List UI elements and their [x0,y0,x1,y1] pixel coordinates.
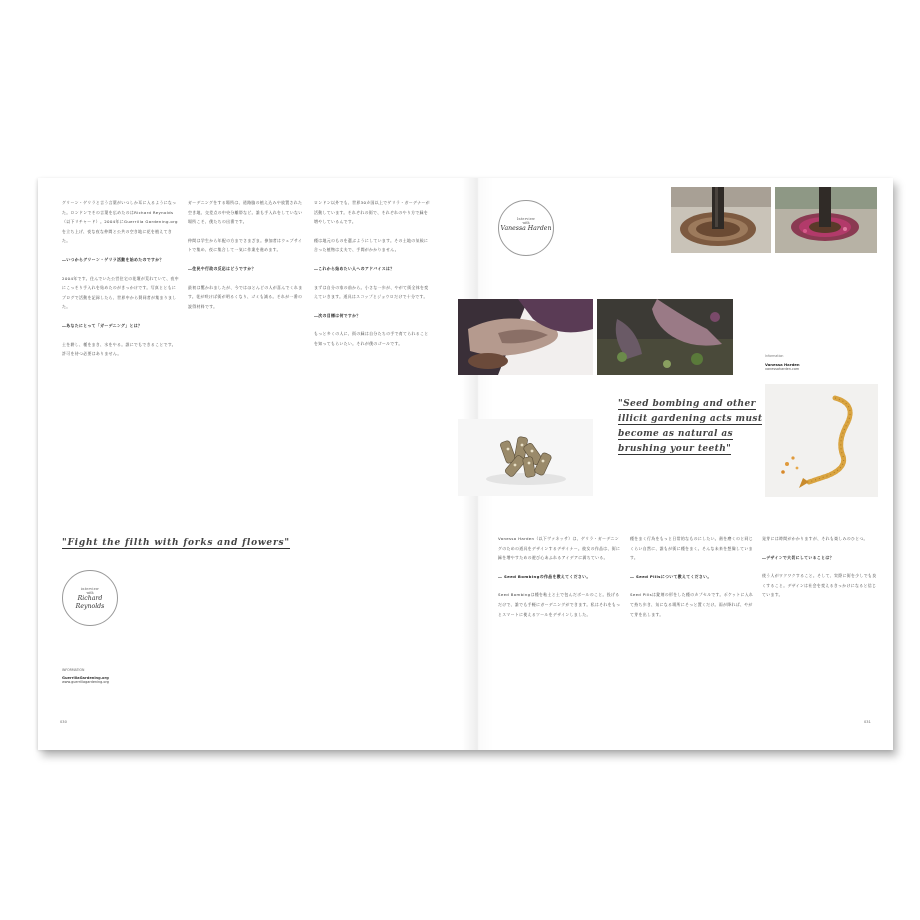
photo-tree-base-flowers [775,187,877,253]
left-column-2 [188,198,306,320]
caption-url: vanessaharden.com [765,367,800,371]
photo-hands-soil [458,299,593,375]
paragraph: 発芽には時間がかかりますが、それも楽しみのひとつ。 [762,536,868,541]
paragraph: Seed Bombingは種を粘土と土で包んだボールのこと。投げるだけで、誰でも手軽にガーデニングができます。私はそれをもっとスマートに使えるツールをデザインしました。 [498,592,621,617]
paragraph: Vanessa Harden（以下ヴァネッサ）は、ゲリラ・ガーデニングのための道具をデザインするデザイナー。彼女の作品は、街に緑を増やすための遊び心あふれるアイデアに満ちている。 [498,536,621,561]
photo-hands-planting [597,299,733,375]
paragraph: 種をまく行為をもっと日常的なものにしたい。歯を磨くのと同じくらい自然に、誰もが街に種をまく。そんな未来を想像しています。 [630,536,753,561]
pull-quote-right: "Seed bombing and other illicit gardening acts must become as natural as brushing your teeth" [618,399,763,454]
caption-name: Vanessa Harden [765,362,800,367]
badge-with: with [86,591,94,595]
question: ―デザインで大切にしていることは？ [762,554,834,560]
photo-gold-chain-tool [765,384,878,497]
left-column-1 [62,198,180,368]
right-column-3 [762,534,880,609]
paragraph: まずは自分の家の前から。小さな一歩が、やがて街全体を変えていきます。道具はスコップとジョウロだけで十分です。 [314,284,429,300]
badge-label: interview [81,587,99,591]
paragraph: ロンドン以外でも、世界30カ国以上でゲリラ・ガーデナーが活動しています。それぞれの街で、それぞれのやり方で緑を増やしているんです。 [314,200,430,225]
photo-caption [765,354,845,371]
paragraph: 最初は驚かれましたが、今ではほとんどの人が喜んでくれます。花が咲けば街が明るくなり、ゴミも減る。それが一番の説得材料です。 [188,284,303,309]
badge-label: Interview [516,217,536,221]
right-column-1 [498,534,622,628]
badge-name: Richard Reynolds [75,595,105,610]
paragraph: もっと多くの人に、街の緑は自分たちの手で育てられることを知ってもらいたい。それが僕のゴールです。 [314,331,429,346]
paragraph: グリーン・ゲリラと言う言葉がいつしか耳に入るようになった。ロンドンでその言葉を広めたのはRichard Reynolds（以下リチャード）。2004年にGuerrilla Gardening.orgを立ち上げ、夜な夜な仲間と公共の空き地に花を植えてきた。 [62,200,178,244]
paragraph: 仲間は学生から年配の方までさまざま。参加者はウェブサイトで集め、夜に集合して一気に作業を進めます。 [188,237,303,253]
interview-badge-right [498,200,554,256]
question: ― Seed Pillsについて教えてください。 [630,573,712,579]
pull-quote-left: "Fight the filth with forks and flowers" [62,538,290,548]
question: ―あなたにとって「ガーデニング」とは？ [62,322,143,328]
photo-seed-pellets [458,419,593,496]
page-number-left: 030 [60,720,67,724]
caption-label: Information [765,354,784,358]
question: ― Seed Bombingの作品を教えてください。 [498,573,591,579]
credits-sub: www.guerrillagardening.org [62,680,109,684]
credits-label: INFORMATION [62,668,85,672]
left-column-3 [314,198,432,358]
magazine-spread [38,178,893,750]
question: ―住民や行政の反応はどうですか？ [188,265,256,271]
right-column-2 [630,534,754,628]
paragraph: 土を耕し、種をまき、水をやる。誰にでもできることです。許可を待つ必要はありません。 [62,341,177,357]
page-number-right: 031 [864,720,871,724]
badge-name: Vanessa Harden [500,225,552,232]
question: ―次の目標は何ですか？ [314,312,361,318]
paragraph: 種は地元のものを選ぶようにしています。その土地の気候に合った植物は丈夫で、手間がかかりません。 [314,237,429,253]
question: ―いつからグリーン・ゲリラ活動を始めたのですか？ [62,256,164,262]
photo-tree-base-stones [671,187,771,253]
paragraph: 使う人がワクワクすること。そして、実際に街を少しでも良くすること。デザインは社会を変えるきっかけになると信じています。 [762,573,877,598]
credits-url: GuerrillaGardening.org [62,676,109,680]
interview-badge-left [62,570,118,626]
paragraph: ガーデニングをする場所は、道路脇の植え込みや放置された空き地、交差点の中央分離帯など。誰も手入れをしていない場所こそ、僕たちの出番です。 [188,200,303,225]
paragraph: 2004年です。住んでいた公営住宅の花壇が荒れていて、夜中にこっそり手入れを始めたのがきっかけです。写真とともにブログで活動を記録したら、世界中から賛同者が集まりました。 [62,275,179,310]
paragraph: Seed Pillsは錠剤の形をした種のカプセルです。ポケットに入れて持ち歩き、気になる場所にそっと置くだけ。雨が降れば、やがて芽を出します。 [630,592,754,617]
badge-with: with [522,221,530,225]
question: ―これから始めたい人へのアドバイスは？ [314,265,395,271]
credits [62,668,182,684]
